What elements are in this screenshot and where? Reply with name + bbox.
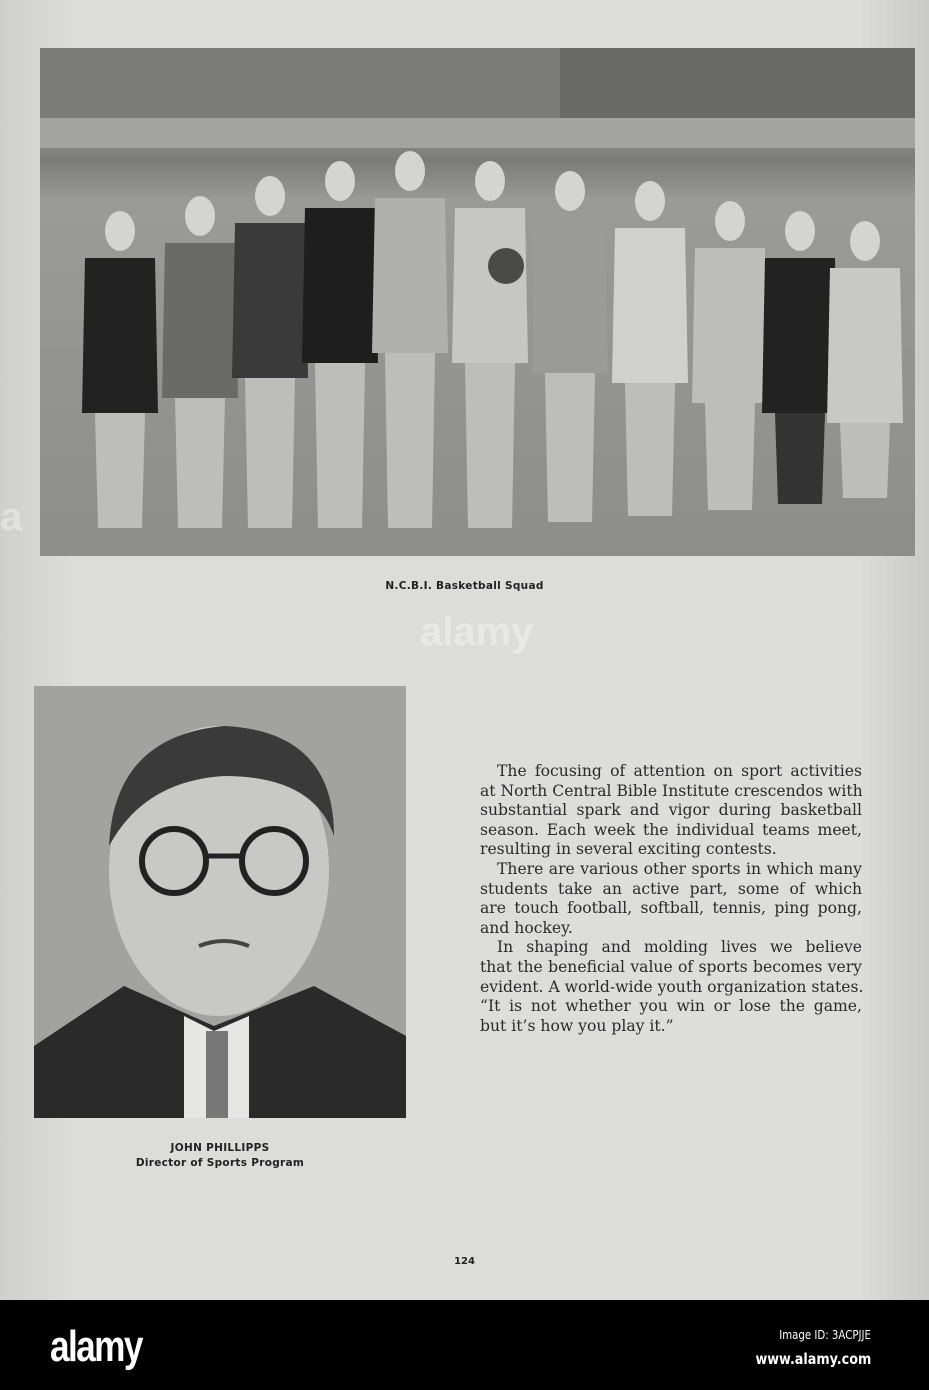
alamy-logo: alamy	[50, 1322, 142, 1371]
watermark: alamy	[420, 610, 534, 654]
image-id: Image ID: 3ACPJJE	[779, 1328, 871, 1342]
article-line: evident. A world-wide youth organization states.	[480, 977, 864, 996]
article-line: that the beneficial value of sports becomes very	[480, 957, 862, 976]
article-line: resulting in several exciting contests.	[480, 840, 777, 859]
footer-bar	[0, 1300, 929, 1390]
article-line: “It is not whether you win or lose the game,	[480, 997, 862, 1016]
article-line: In shaping and molding lives we believe	[497, 938, 862, 957]
article-line: and hockey.	[480, 918, 573, 937]
article-line: students take an active part, some of which	[480, 879, 862, 898]
portrait-role: Director of Sports Program	[135, 1157, 305, 1169]
page-number: 124	[454, 1256, 475, 1267]
watermark: a	[0, 495, 23, 539]
site-url[interactable]: www.alamy.com	[755, 1350, 871, 1368]
basketball	[488, 248, 524, 284]
portrait-name: JOHN PHILLIPPS	[170, 1142, 270, 1154]
article-line: are touch football, softball, tennis, ping pong,	[480, 899, 862, 918]
john-phillipps-portrait	[34, 686, 406, 1118]
article-line: but it’s how you play it.”	[480, 1016, 674, 1035]
article-line: substantial spark and vigor during basketball	[480, 801, 862, 820]
basketball-squad-photo	[40, 48, 915, 556]
article-line: at North Central Bible Institute crescendos with	[480, 781, 863, 800]
article-text	[480, 762, 862, 1036]
article-line: The focusing of attention on sport activities	[497, 762, 862, 780]
article-line: season. Each week the individual teams meet,	[480, 820, 862, 839]
team-photo-caption: N.C.B.I. Basketball Squad	[385, 580, 544, 592]
article-line: There are various other sports in which many	[497, 859, 862, 878]
